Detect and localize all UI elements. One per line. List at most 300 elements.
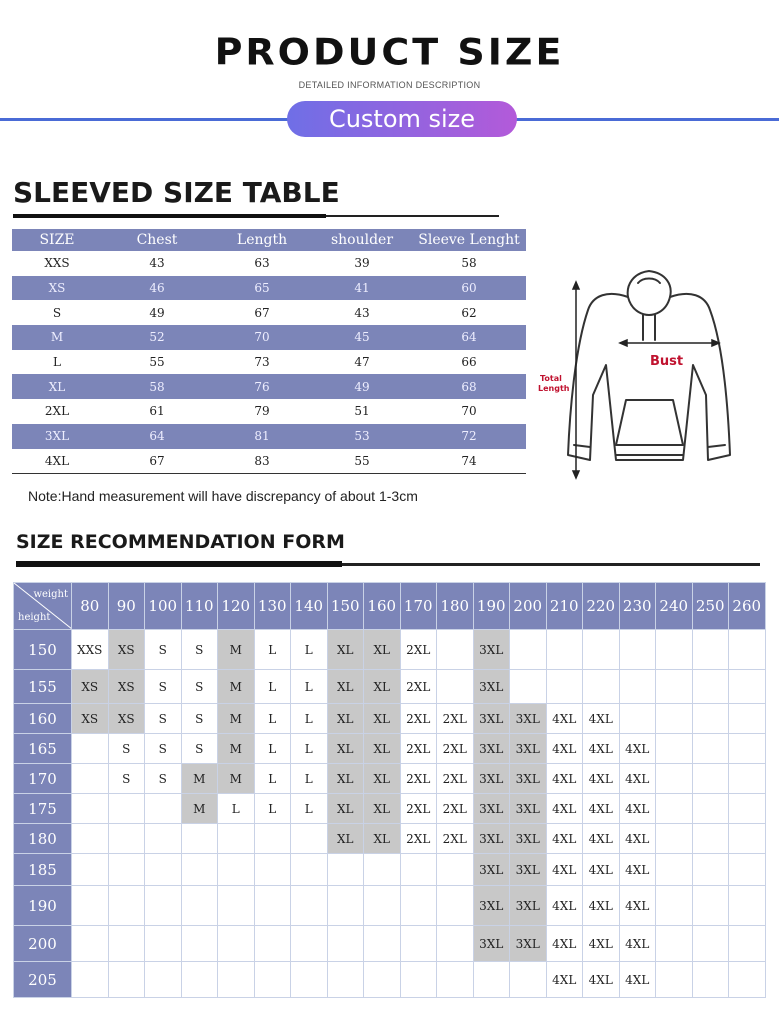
- size-table-cell: 51: [354, 404, 370, 419]
- recommendation-cell: [72, 926, 109, 962]
- size-table-row: [12, 300, 526, 325]
- size-table-title: SLEEVED SIZE TABLE: [13, 176, 340, 209]
- height-header: 205: [14, 962, 72, 998]
- recommendation-cell: [656, 824, 693, 854]
- recommendation-cell: [218, 926, 255, 962]
- recommendation-cell: [400, 886, 437, 926]
- recommendation-grid: [13, 582, 766, 998]
- size-table-cell: 70: [461, 404, 477, 419]
- recommendation-cell: S: [181, 630, 218, 670]
- recommendation-cell: 4XL: [583, 734, 620, 764]
- recommendation-cell: [656, 794, 693, 824]
- recommendation-cell: L: [291, 630, 328, 670]
- recommendation-cell: [181, 962, 218, 998]
- size-table-cell: M: [12, 325, 102, 350]
- recommendation-cell: [254, 886, 291, 926]
- size-table-cell: 65: [212, 276, 312, 301]
- recommendation-cell: L: [254, 734, 291, 764]
- weight-header: 120: [218, 583, 255, 630]
- recommendation-cell: 4XL: [583, 794, 620, 824]
- recommendation-cell: [145, 926, 182, 962]
- recommendation-cell: XL: [327, 670, 364, 704]
- recommendation-cell: 4XL: [583, 704, 620, 734]
- recommendation-cell: [72, 794, 109, 824]
- recommendation-cell: 3XL: [510, 926, 547, 962]
- height-header: 165: [14, 734, 72, 764]
- size-table-cell: S: [52, 305, 62, 320]
- recommendation-cell: L: [291, 734, 328, 764]
- recommendation-cell: [291, 824, 328, 854]
- col-sleeve-length: Sleeve Lenght: [412, 229, 526, 251]
- recommendation-cell: [510, 630, 547, 670]
- recommendation-cell: 3XL: [510, 794, 547, 824]
- recommendation-cell: XL: [327, 794, 364, 824]
- size-table-cell: 58: [461, 256, 477, 271]
- recommendation-cell: [218, 854, 255, 886]
- hoodie-diagram: [528, 255, 768, 485]
- recommendation-cell: XS: [108, 704, 145, 734]
- recommendation-cell: [510, 962, 547, 998]
- recommendation-cell: [473, 962, 510, 998]
- recommendation-cell: 3XL: [510, 704, 547, 734]
- recommendation-cell: 2XL: [400, 670, 437, 704]
- recommendation-cell: [729, 764, 766, 794]
- height-header: 200: [14, 926, 72, 962]
- recommendation-cell: 4XL: [583, 926, 620, 962]
- size-table-cell: 62: [461, 305, 477, 320]
- weight-header: 140: [291, 583, 328, 630]
- recommendation-row: [14, 824, 766, 854]
- recommendation-cell: L: [218, 794, 255, 824]
- recommendation-cell: M: [218, 764, 255, 794]
- height-header: 170: [14, 764, 72, 794]
- recommendation-cell: 2XL: [400, 824, 437, 854]
- recommendation-cell: [291, 962, 328, 998]
- recommendation-cell: 2XL: [437, 734, 474, 764]
- recommendation-cell: [327, 886, 364, 926]
- recommendation-cell: [656, 704, 693, 734]
- recommendation-cell: XS: [72, 670, 109, 704]
- recommendation-cell: M: [181, 794, 218, 824]
- recommendation-underline-accent: [16, 561, 342, 567]
- recommendation-title: SIZE RECOMMENDATION FORM: [16, 531, 345, 553]
- weight-header: 90: [108, 583, 145, 630]
- recommendation-cell: S: [108, 734, 145, 764]
- recommendation-cell: [656, 926, 693, 962]
- size-table-cell: 60: [412, 276, 526, 301]
- recommendation-cell: [291, 926, 328, 962]
- recommendation-row: [14, 630, 766, 670]
- recommendation-cell: [692, 794, 729, 824]
- recommendation-cell: 4XL: [619, 824, 656, 854]
- recommendation-cell: 3XL: [473, 704, 510, 734]
- size-table-cell: 46: [102, 276, 212, 301]
- recommendation-cell: [364, 962, 401, 998]
- size-table-row: [12, 251, 526, 276]
- recommendation-cell: [656, 670, 693, 704]
- recommendation-cell: 4XL: [546, 854, 583, 886]
- recommendation-cell: [692, 630, 729, 670]
- size-table-cell: 3XL: [12, 424, 102, 449]
- size-table-cell: 64: [412, 325, 526, 350]
- recommendation-cell: 3XL: [510, 854, 547, 886]
- recommendation-cell: S: [145, 630, 182, 670]
- recommendation-cell: 2XL: [437, 824, 474, 854]
- recommendation-cell: [437, 926, 474, 962]
- recommendation-cell: [291, 854, 328, 886]
- size-table-cell: 70: [212, 325, 312, 350]
- size-table-cell: 49: [312, 374, 412, 399]
- recommendation-cell: XS: [108, 630, 145, 670]
- size-table-cell: 81: [212, 424, 312, 449]
- recommendation-cell: S: [145, 704, 182, 734]
- recommendation-cell: [145, 962, 182, 998]
- size-table-cell: 68: [412, 374, 526, 399]
- weight-header: 250: [692, 583, 729, 630]
- recommendation-cell: [400, 962, 437, 998]
- recommendation-cell: 3XL: [473, 734, 510, 764]
- size-table-header-row: [12, 229, 526, 251]
- size-table-cell: 43: [149, 256, 165, 271]
- recommendation-cell: [619, 670, 656, 704]
- recommendation-cell: [692, 670, 729, 704]
- recommendation-cell: [729, 794, 766, 824]
- recommendation-cell: XS: [108, 670, 145, 704]
- total-length-label: Total: [540, 374, 562, 383]
- recommendation-cell: [729, 824, 766, 854]
- weight-header: 260: [729, 583, 766, 630]
- recommendation-cell: 3XL: [473, 886, 510, 926]
- size-table-cell: XXS: [44, 256, 70, 271]
- total-length-label-2: Length: [538, 384, 570, 393]
- weight-header: 160: [364, 583, 401, 630]
- recommendation-cell: 4XL: [546, 926, 583, 962]
- size-table-cell: 53: [312, 424, 412, 449]
- recommendation-cell: [108, 794, 145, 824]
- size-table-cell: 4XL: [12, 449, 102, 474]
- recommendation-cell: 3XL: [473, 670, 510, 704]
- recommendation-cell: [291, 886, 328, 926]
- recommendation-cell: L: [254, 794, 291, 824]
- recommendation-cell: [510, 670, 547, 704]
- recommendation-cell: XL: [364, 630, 401, 670]
- recommendation-cell: 2XL: [400, 704, 437, 734]
- recommendation-cell: 4XL: [583, 886, 620, 926]
- weight-header: 80: [72, 583, 109, 630]
- recommendation-cell: [254, 824, 291, 854]
- recommendation-cell: XL: [327, 704, 364, 734]
- weight-header: 170: [400, 583, 437, 630]
- recommendation-cell: [254, 854, 291, 886]
- size-table-cell: 61: [149, 404, 165, 419]
- size-table-cell: 67: [102, 449, 212, 474]
- size-table-cell: 64: [102, 424, 212, 449]
- recommendation-cell: 3XL: [510, 764, 547, 794]
- recommendation-cell: 3XL: [510, 824, 547, 854]
- recommendation-cell: [729, 962, 766, 998]
- recommendation-cell: 4XL: [546, 886, 583, 926]
- recommendation-cell: XXS: [72, 630, 109, 670]
- recommendation-cell: [181, 854, 218, 886]
- recommendation-cell: 4XL: [619, 886, 656, 926]
- recommendation-cell: [108, 886, 145, 926]
- recommendation-cell: [181, 926, 218, 962]
- recommendation-cell: [729, 670, 766, 704]
- recommendation-cell: S: [108, 764, 145, 794]
- recommendation-cell: L: [254, 764, 291, 794]
- recommendation-cell: [583, 630, 620, 670]
- recommendation-cell: [72, 962, 109, 998]
- size-table: [12, 229, 526, 474]
- size-table-cell: 43: [354, 305, 370, 320]
- weight-header: 230: [619, 583, 656, 630]
- size-table-cell: 41: [312, 276, 412, 301]
- recommendation-cell: [692, 926, 729, 962]
- recommendation-cell: [656, 734, 693, 764]
- bust-arrow: [620, 340, 719, 346]
- col-size: SIZE: [12, 229, 102, 251]
- weight-header-row: [14, 583, 766, 630]
- recommendation-cell: [619, 630, 656, 670]
- height-header: 160: [14, 704, 72, 734]
- height-header: 175: [14, 794, 72, 824]
- recommendation-cell: L: [254, 670, 291, 704]
- weight-header: 190: [473, 583, 510, 630]
- recommendation-cell: [437, 962, 474, 998]
- recommendation-cell: [729, 704, 766, 734]
- recommendation-cell: 3XL: [473, 794, 510, 824]
- recommendation-cell: [108, 824, 145, 854]
- recommendation-cell: [619, 704, 656, 734]
- recommendation-cell: [327, 926, 364, 962]
- size-table-cell: 67: [254, 305, 270, 320]
- recommendation-row: [14, 734, 766, 764]
- page-title: PRODUCT SIZE: [214, 31, 565, 73]
- recommendation-cell: [656, 854, 693, 886]
- recommendation-cell: [364, 886, 401, 926]
- recommendation-cell: [145, 854, 182, 886]
- recommendation-cell: 4XL: [583, 854, 620, 886]
- recommendation-cell: [692, 854, 729, 886]
- recommendation-cell: [656, 962, 693, 998]
- size-table-cell: 74: [412, 449, 526, 474]
- size-table-cell: 39: [354, 256, 370, 271]
- corner-height-label: height: [18, 612, 51, 623]
- recommendation-cell: 4XL: [619, 926, 656, 962]
- size-table-cell: 83: [212, 449, 312, 474]
- bust-label: Bust: [650, 354, 684, 369]
- recommendation-cell: XL: [364, 764, 401, 794]
- recommendation-cell: [254, 926, 291, 962]
- size-table-cell: 49: [149, 305, 165, 320]
- col-chest: Chest: [102, 229, 212, 251]
- recommendation-row: [14, 886, 766, 926]
- recommendation-cell: [692, 962, 729, 998]
- recommendation-cell: [692, 764, 729, 794]
- recommendation-cell: 4XL: [619, 734, 656, 764]
- recommendation-cell: L: [291, 764, 328, 794]
- corner-cell: [14, 583, 72, 630]
- size-table-cell: 73: [254, 355, 270, 370]
- recommendation-cell: [546, 670, 583, 704]
- recommendation-cell: M: [218, 704, 255, 734]
- recommendation-cell: XL: [327, 734, 364, 764]
- recommendation-cell: 4XL: [546, 734, 583, 764]
- recommendation-cell: 2XL: [400, 630, 437, 670]
- recommendation-row: [14, 926, 766, 962]
- recommendation-cell: [72, 886, 109, 926]
- recommendation-cell: 4XL: [619, 794, 656, 824]
- recommendation-cell: [437, 630, 474, 670]
- height-header: 180: [14, 824, 72, 854]
- recommendation-cell: [218, 886, 255, 926]
- size-table-row: [12, 374, 526, 399]
- recommendation-cell: [181, 824, 218, 854]
- recommendation-cell: 3XL: [510, 886, 547, 926]
- recommendation-cell: 4XL: [546, 962, 583, 998]
- recommendation-cell: [729, 734, 766, 764]
- recommendation-cell: [327, 854, 364, 886]
- height-header: 150: [14, 630, 72, 670]
- recommendation-cell: XL: [327, 630, 364, 670]
- recommendation-cell: [583, 670, 620, 704]
- corner-weight-label: weight: [33, 589, 68, 600]
- size-table-cell: L: [53, 355, 61, 370]
- weight-header: 200: [510, 583, 547, 630]
- size-table-cell: 79: [254, 404, 270, 419]
- recommendation-cell: 3XL: [473, 630, 510, 670]
- recommendation-cell: 3XL: [510, 734, 547, 764]
- recommendation-cell: [72, 734, 109, 764]
- recommendation-cell: 2XL: [437, 794, 474, 824]
- recommendation-cell: 4XL: [546, 824, 583, 854]
- size-table-row: [12, 449, 526, 474]
- size-table-cell: XS: [12, 276, 102, 301]
- pocket: [616, 400, 683, 445]
- recommendation-cell: [218, 962, 255, 998]
- recommendation-cell: 4XL: [546, 704, 583, 734]
- size-table-cell: 66: [461, 355, 477, 370]
- recommendation-cell: XL: [327, 824, 364, 854]
- recommendation-cell: 3XL: [473, 824, 510, 854]
- weight-header: 130: [254, 583, 291, 630]
- size-table-cell: 76: [212, 374, 312, 399]
- recommendation-cell: [437, 670, 474, 704]
- recommendation-cell: XL: [364, 670, 401, 704]
- recommendation-cell: [546, 630, 583, 670]
- recommendation-row: [14, 854, 766, 886]
- recommendation-cell: [145, 886, 182, 926]
- recommendation-cell: [327, 962, 364, 998]
- recommendation-cell: M: [218, 670, 255, 704]
- recommendation-cell: [729, 630, 766, 670]
- recommendation-cell: [729, 926, 766, 962]
- size-table-cell: 52: [102, 325, 212, 350]
- recommendation-cell: 4XL: [546, 794, 583, 824]
- custom-size-badge: Custom size: [287, 101, 517, 137]
- recommendation-cell: [400, 926, 437, 962]
- recommendation-cell: 2XL: [437, 704, 474, 734]
- weight-header: 150: [327, 583, 364, 630]
- recommendation-cell: [692, 704, 729, 734]
- recommendation-cell: L: [291, 670, 328, 704]
- hoodie-outline: [568, 294, 730, 460]
- col-shoulder: shoulder: [312, 229, 412, 251]
- recommendation-cell: L: [291, 704, 328, 734]
- recommendation-row: [14, 962, 766, 998]
- size-table-cell: XL: [12, 374, 102, 399]
- recommendation-cell: XL: [364, 824, 401, 854]
- height-header: 155: [14, 670, 72, 704]
- recommendation-cell: [692, 734, 729, 764]
- col-length: Length: [212, 229, 312, 251]
- recommendation-cell: S: [181, 704, 218, 734]
- recommendation-cell: 3XL: [473, 926, 510, 962]
- size-table-cell: 2XL: [44, 404, 70, 419]
- recommendation-row: [14, 794, 766, 824]
- recommendation-cell: S: [181, 734, 218, 764]
- recommendation-cell: [181, 886, 218, 926]
- recommendation-row: [14, 764, 766, 794]
- recommendation-cell: [108, 926, 145, 962]
- recommendation-cell: L: [291, 794, 328, 824]
- recommendation-cell: 3XL: [473, 854, 510, 886]
- recommendation-cell: S: [145, 670, 182, 704]
- recommendation-cell: S: [181, 670, 218, 704]
- recommendation-cell: M: [218, 630, 255, 670]
- recommendation-cell: 4XL: [583, 962, 620, 998]
- size-table-row: [12, 399, 526, 424]
- recommendation-cell: S: [145, 734, 182, 764]
- recommendation-cell: [364, 854, 401, 886]
- recommendation-cell: 4XL: [583, 824, 620, 854]
- size-table-underline-accent: [13, 214, 326, 218]
- recommendation-cell: [692, 886, 729, 926]
- recommendation-cell: L: [254, 704, 291, 734]
- height-header: 185: [14, 854, 72, 886]
- height-header: 190: [14, 886, 72, 926]
- weight-header: 110: [181, 583, 218, 630]
- recommendation-cell: [656, 630, 693, 670]
- size-table-row: [12, 424, 526, 449]
- recommendation-cell: 2XL: [400, 734, 437, 764]
- recommendation-cell: XL: [364, 704, 401, 734]
- recommendation-cell: XL: [364, 734, 401, 764]
- recommendation-cell: S: [145, 764, 182, 794]
- recommendation-row: [14, 670, 766, 704]
- recommendation-cell: 2XL: [400, 794, 437, 824]
- recommendation-cell: XL: [364, 794, 401, 824]
- recommendation-cell: [692, 824, 729, 854]
- weight-header: 180: [437, 583, 474, 630]
- recommendation-cell: L: [254, 630, 291, 670]
- recommendation-cell: 4XL: [619, 962, 656, 998]
- recommendation-cell: 4XL: [583, 764, 620, 794]
- recommendation-cell: 4XL: [619, 854, 656, 886]
- recommendation-cell: M: [181, 764, 218, 794]
- recommendation-cell: XL: [327, 764, 364, 794]
- size-table-row: [12, 350, 526, 375]
- recommendation-row: [14, 704, 766, 734]
- recommendation-cell: [656, 764, 693, 794]
- recommendation-cell: [108, 962, 145, 998]
- recommendation-cell: 4XL: [619, 764, 656, 794]
- page-subtitle: DETAILED INFORMATION DESCRIPTION: [298, 80, 481, 90]
- weight-header: 220: [583, 583, 620, 630]
- size-table-cell: 55: [149, 355, 165, 370]
- recommendation-cell: [72, 764, 109, 794]
- recommendation-cell: [145, 824, 182, 854]
